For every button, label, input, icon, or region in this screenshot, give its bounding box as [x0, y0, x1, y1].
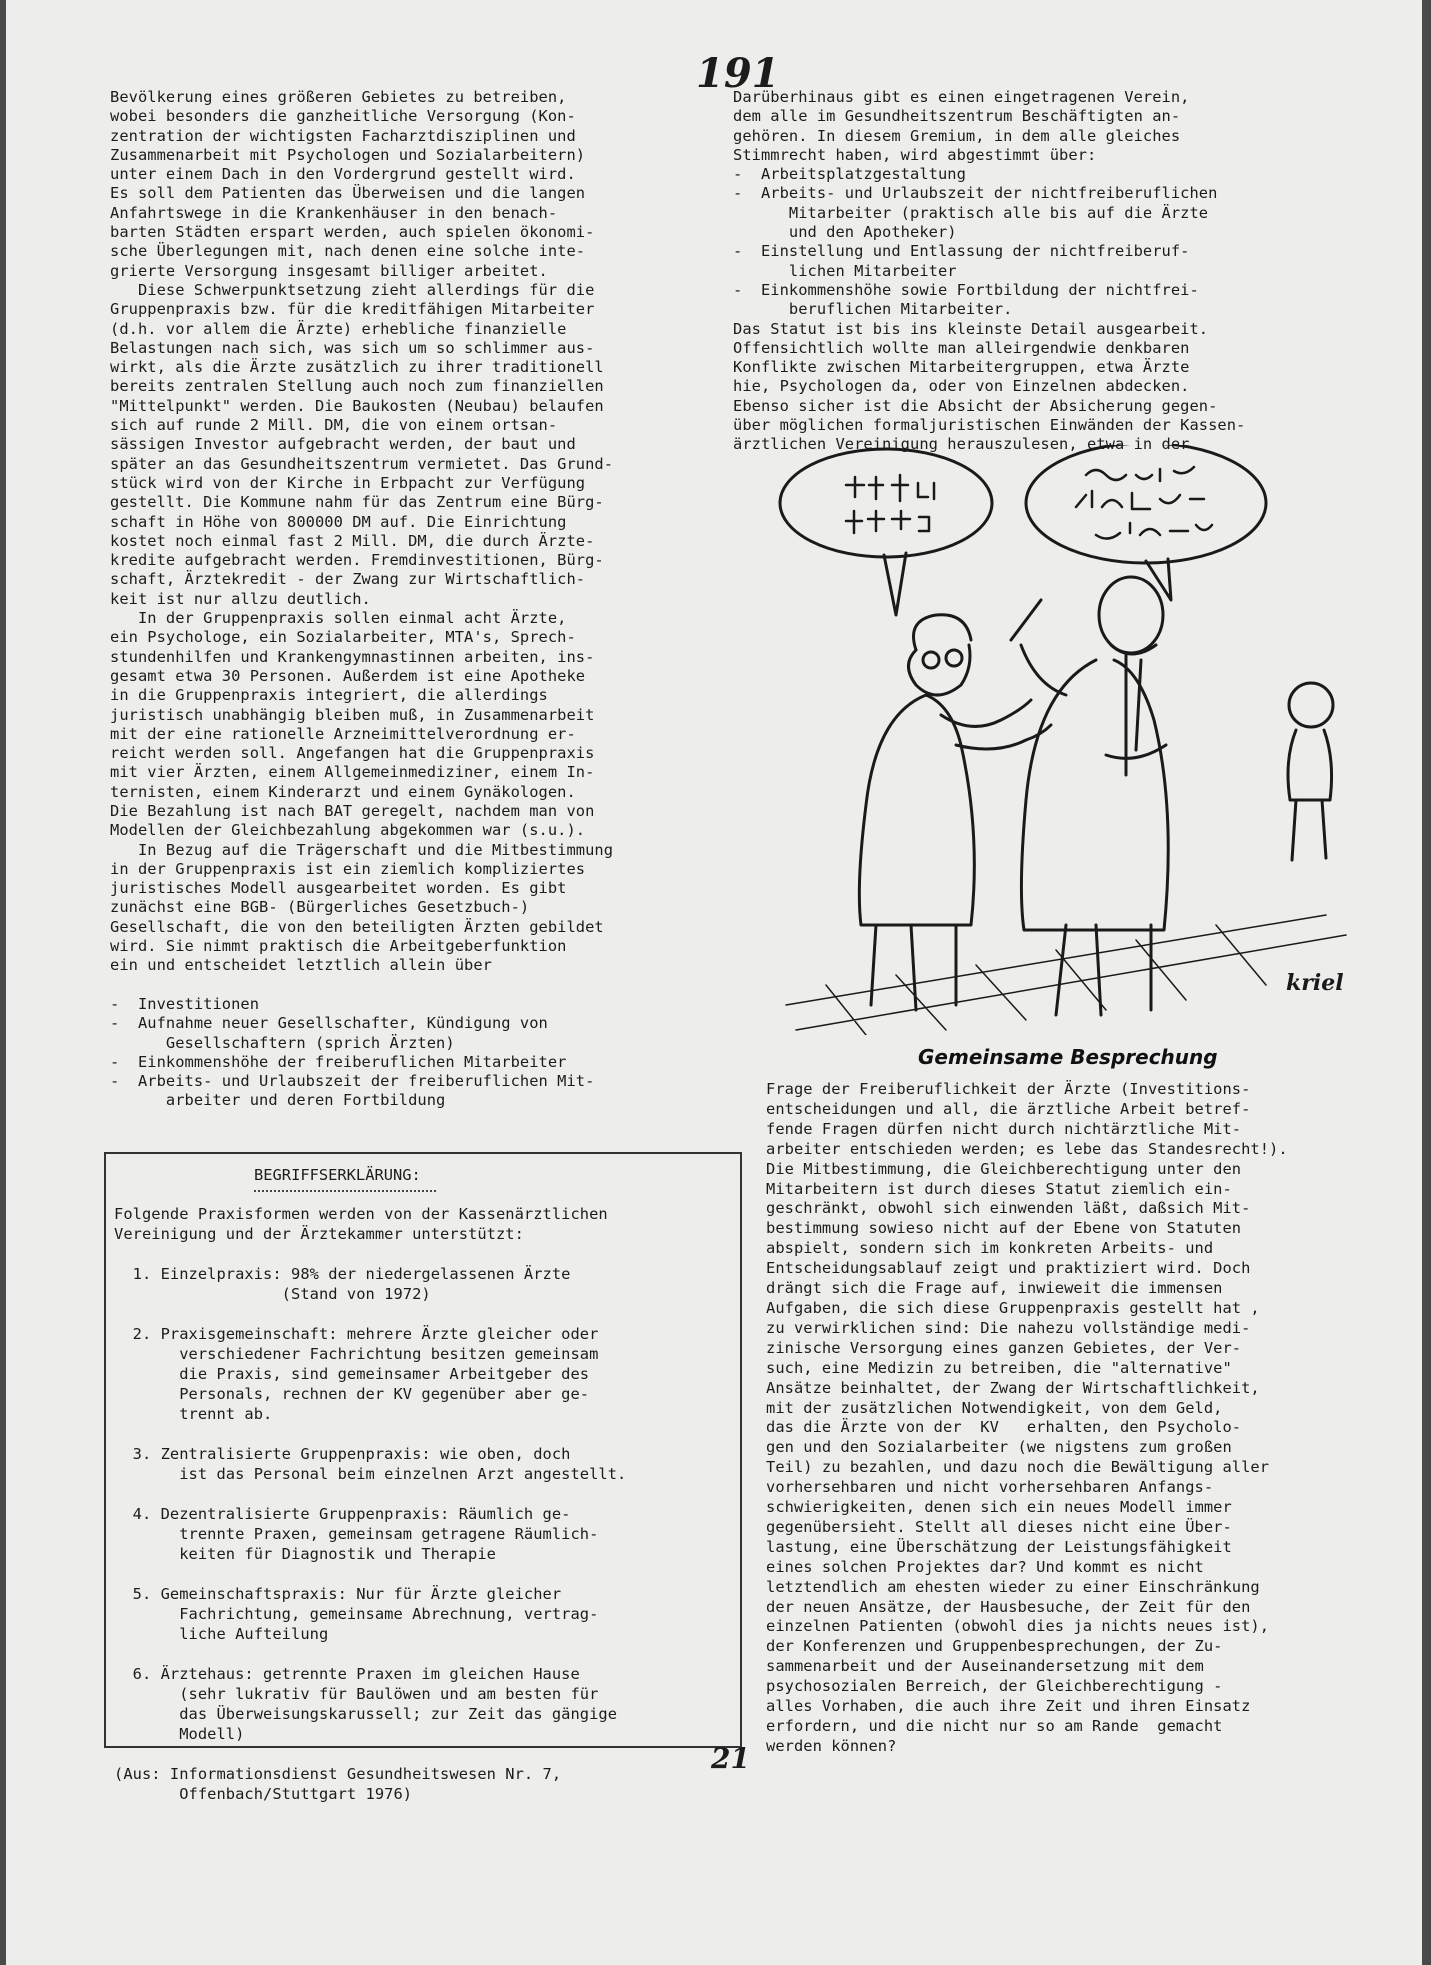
cartoon-caption: Gemeinsame Besprechung [918, 1045, 1218, 1069]
speech-bubble-left [780, 449, 992, 557]
glossary-title-underline [254, 1190, 436, 1192]
glossary-title: BEGRIFFSERKLÄRUNG: [254, 1166, 421, 1184]
page-number-bottom: 21 [711, 1742, 750, 1775]
page-sheet [6, 0, 1422, 1965]
cartoon-signature: kriel [1286, 970, 1344, 996]
speech-bubble-right [1026, 445, 1266, 563]
right-column-bottom-text: Frage der Freiberuflichkeit der Ärzte (Investitions- entscheidungen und all, die ärztliche Arbeit betref- fende Fragen dürfen nicht durch nichtärztliche Mit- arbeiter entschieden werden; es lebe das Standesrecht!). Die Mitbestimmung, die Gleichberechtigung unter den Mitarbeitern ist durch dieses Statut ziemlich ein- geschränkt, obwohl sich einwenden läßt, daßsich Mit- bestimmung sowieso nicht auf der Ebene von Statuten abspielt, sondern sich im konkreten Arbeits- und Entscheidungsablauf zeigt und praktiziert wird. Doch drängt sich die Frage auf, inwieweit die immensen Aufgaben, die sich diese Gruppenpraxis gestellt hat , zu verwirklichen sind: Die nahezu vollständige medi- zinische Versorgung eines ganzen Gebietes, der Ver- such, eine Medizin zu betreiben, die "alternative" Ansätze beinhaltet, der Zwang der Wirtschaftlichkeit, mit der zusätzlichen Notwendigkeit, von dem Geld, das die Ärzte von der KV erhalten, den Psycholo- gen und den Sozialarbeiter (we nigstens zum großen Teil) zu bezahlen, und dazu noch die Bewältigung aller vorhersehbaren und nicht vorhersehbaren Anfangs- schwierigkeiten, denen sich ein neues Modell immer gegenübersieht. Stellt all dieses nicht eine Über- lastung, eine Überschätzung der Leistungsfähigkeit eines solchen Projektes dar? Und kommt es nicht letztendlich am ehesten wieder zu einer Einschränkung der neuen Ansätze, der Hausbesuche, der Zeit für den einzelnen Patienten (obwohl dies ja nichts neues ist), der Konferenzen und Gruppenbesprechungen, der Zu- sammenarbeit und der Auseinandersetzung mit dem psychosozialen Berreich, der Gleichberechtigung - alles Vorhaben, die auch ihre Zeit und ihren Einsatz erfordern, und die nicht nur so am Rande gemacht werden können? [766, 1080, 1288, 1755]
right-column-top-text: Darüberhinaus gibt es einen eingetragenen Verein, dem alle im Gesundheitszentrum Beschäftigten an- gehören. In diesem Gremium, in dem alle gleiches Stimmrecht haben, wird abgestimmt über: - Arbeitsplatzgestaltung - Arbeits- und Urlaubszeit der nichtfreiberuflichen Mitarbeiter (praktisch alle bis auf die Ärzte und den Apotheker) - Einstellung und Entlassung der nichtfreiberuf- lichen Mitarbeiter - Einkommenshöhe sowie Fortbildung der nichtfrei- beruflichen Mitarbeiter. Das Statut ist bis ins kleinste Detail ausgearbeit. Offensichtlich wollte man alleirgendwie denkbaren Konflikte zwischen Mitarbeitergruppen, etwa Ärzte hie, Psychologen da, oder von Einzelnen abdecken. Ebenso sicher ist die Absicht der Absicherung gegen- über möglichen formaljuristischen Einwänden der Kassen- ärztlichen Vereinigung herauszulesen, etwa in der [733, 88, 1246, 454]
page-number-top: 191 [696, 50, 780, 97]
glossary-body: Folgende Praxisformen werden von der Kassenärztlichen Vereinigung und der Ärztekammer unterstützt: 1. Einzelpraxis: 98% der niedergelassenen Ärzte (Stand von 1972) 2. Praxisgemeinschaft: mehrere Ärzte gleicher oder verschiedener Fachrichtung besitzen gemeinsam die Praxis, sind gemeinsamer Arbeitgeber des Personals, rechnen der KV gegenüber aber ge- trennt ab. 3. Zentralisierte Gruppenpraxis: wie oben, doch ist das Personal beim einzelnen Arzt angestellt. 4. Dezentralisierte Gruppenpraxis: Räumlich ge- trennte Praxen, gemeinsam getragene Räumlich- keiten für Diagnostik und Therapie 5. Gemeinschaftspraxis: Nur für Ärzte gleicher Fachrichtung, gemeinsame Abrechnung, vertrag- liche Aufteilung 6. Ärztehaus: getrennte Praxen im gleichen Hause (sehr lukrativ für Baulöwen und am besten für das Überweisungskarussell; zur Zeit das gängige Modell) (Aus: Informationsdienst Gesundheitswesen Nr. 7, Offenbach/Stuttgart 1976) [114, 1205, 627, 1803]
left-column-text: Bevölkerung eines größeren Gebietes zu betreiben, wobei besonders die ganzheitliche Versorgung (Kon- zentration der wichtigsten Facharztdisziplinen und Zusammenarbeit mit Psychologen und Sozialarbeitern) unter einem Dach in den Vordergrund gestellt wird. Es soll dem Patienten das Überweisen und die langen Anfahrtswege in die Krankenhäuser in den benach- barten Städten erspart werden, auch spielen ökonomi- sche Überlegungen mit, nach denen eine solche inte- grierte Versorgung insgesamt billiger arbeitet. Diese Schwerpunktsetzung zieht allerdings für die Gruppenpraxis bzw. für die kreditfähigen Mitarbeiter (d.h. vor allem die Ärzte) erhebliche finanzielle Belastungen nach sich, was sich um so schlimmer aus- wirkt, als die Ärzte zusätzlich zu ihrer traditionell bereits zentralen Stellung auch noch zum finanziellen "Mittelpunkt" werden. Die Baukosten (Neubau) belaufen sich auf runde 2 Mill. DM, die von einem ortsan- sässigen Investor aufgebracht werden, der baut und später an das Gesundheitszentrum vermietet. Das Grund- stück wird von der Kirche in Erbpacht zur Verfügung gestellt. Die Kommune nahm für das Zentrum eine Bürg- schaft in Höhe von 800000 DM auf. Die Einrichtung kostet noch einmal fast 2 Mill. DM, die durch Ärzte- kredite aufgebracht werden. Fremdinvestitionen, Bürg- schaft, Ärztekredit - der Zwang zur Wirtschaftlich- keit ist nur allzu deutlich. In der Gruppenpraxis sollen einmal acht Ärzte, ein Psychologe, ein Sozialarbeiter, MTA's, Sprech- stundenhilfen und Krankengymnastinnen arbeiten, ins- gesamt etwa 30 Personen. Außerdem ist eine Apotheke in die Gruppenpraxis integriert, die allerdings juristisch unabhängig bleiben muß, in Zusammenarbeit mit der eine rationelle Arzneimittelverordnung er- reicht werden soll. Angefangen hat die Gruppenpraxis mit vier Ärzten, einem Allgemeinmediziner, einem In- ternisten, einem Kinderarzt und einem Gynäkologen. Die Bezahlung ist nach BAT geregelt, nachdem man von Modellen der Gleichbezahlung abgekommen war (s.u.). In Bezug auf die Trägerschaft und die Mitbestimmung in der Gruppenpraxis ist ein ziemlich kompliziertes juristisches Modell ausgearbeitet worden. Es gibt zunächst eine BGB- (Bürgerliches Gesetzbuch-) Gesellschaft, die von den beteiligten Ärzten gebildet wird. Sie nimmt praktisch die Arbeitgeberfunktion ein und entscheidet letztlich allein über - Investitionen - Aufnahme neuer Gesellschafter, Kündigung von Gesellschaftern (sprich Ärzten) - Einkommenshöhe der freiberuflichen Mitarbeiter - Arbeits- und Urlaubszeit der freiberuflichen Mit- arbeiter und deren Fortbildung [110, 88, 614, 1110]
cartoon-illustration [766, 445, 1376, 1035]
